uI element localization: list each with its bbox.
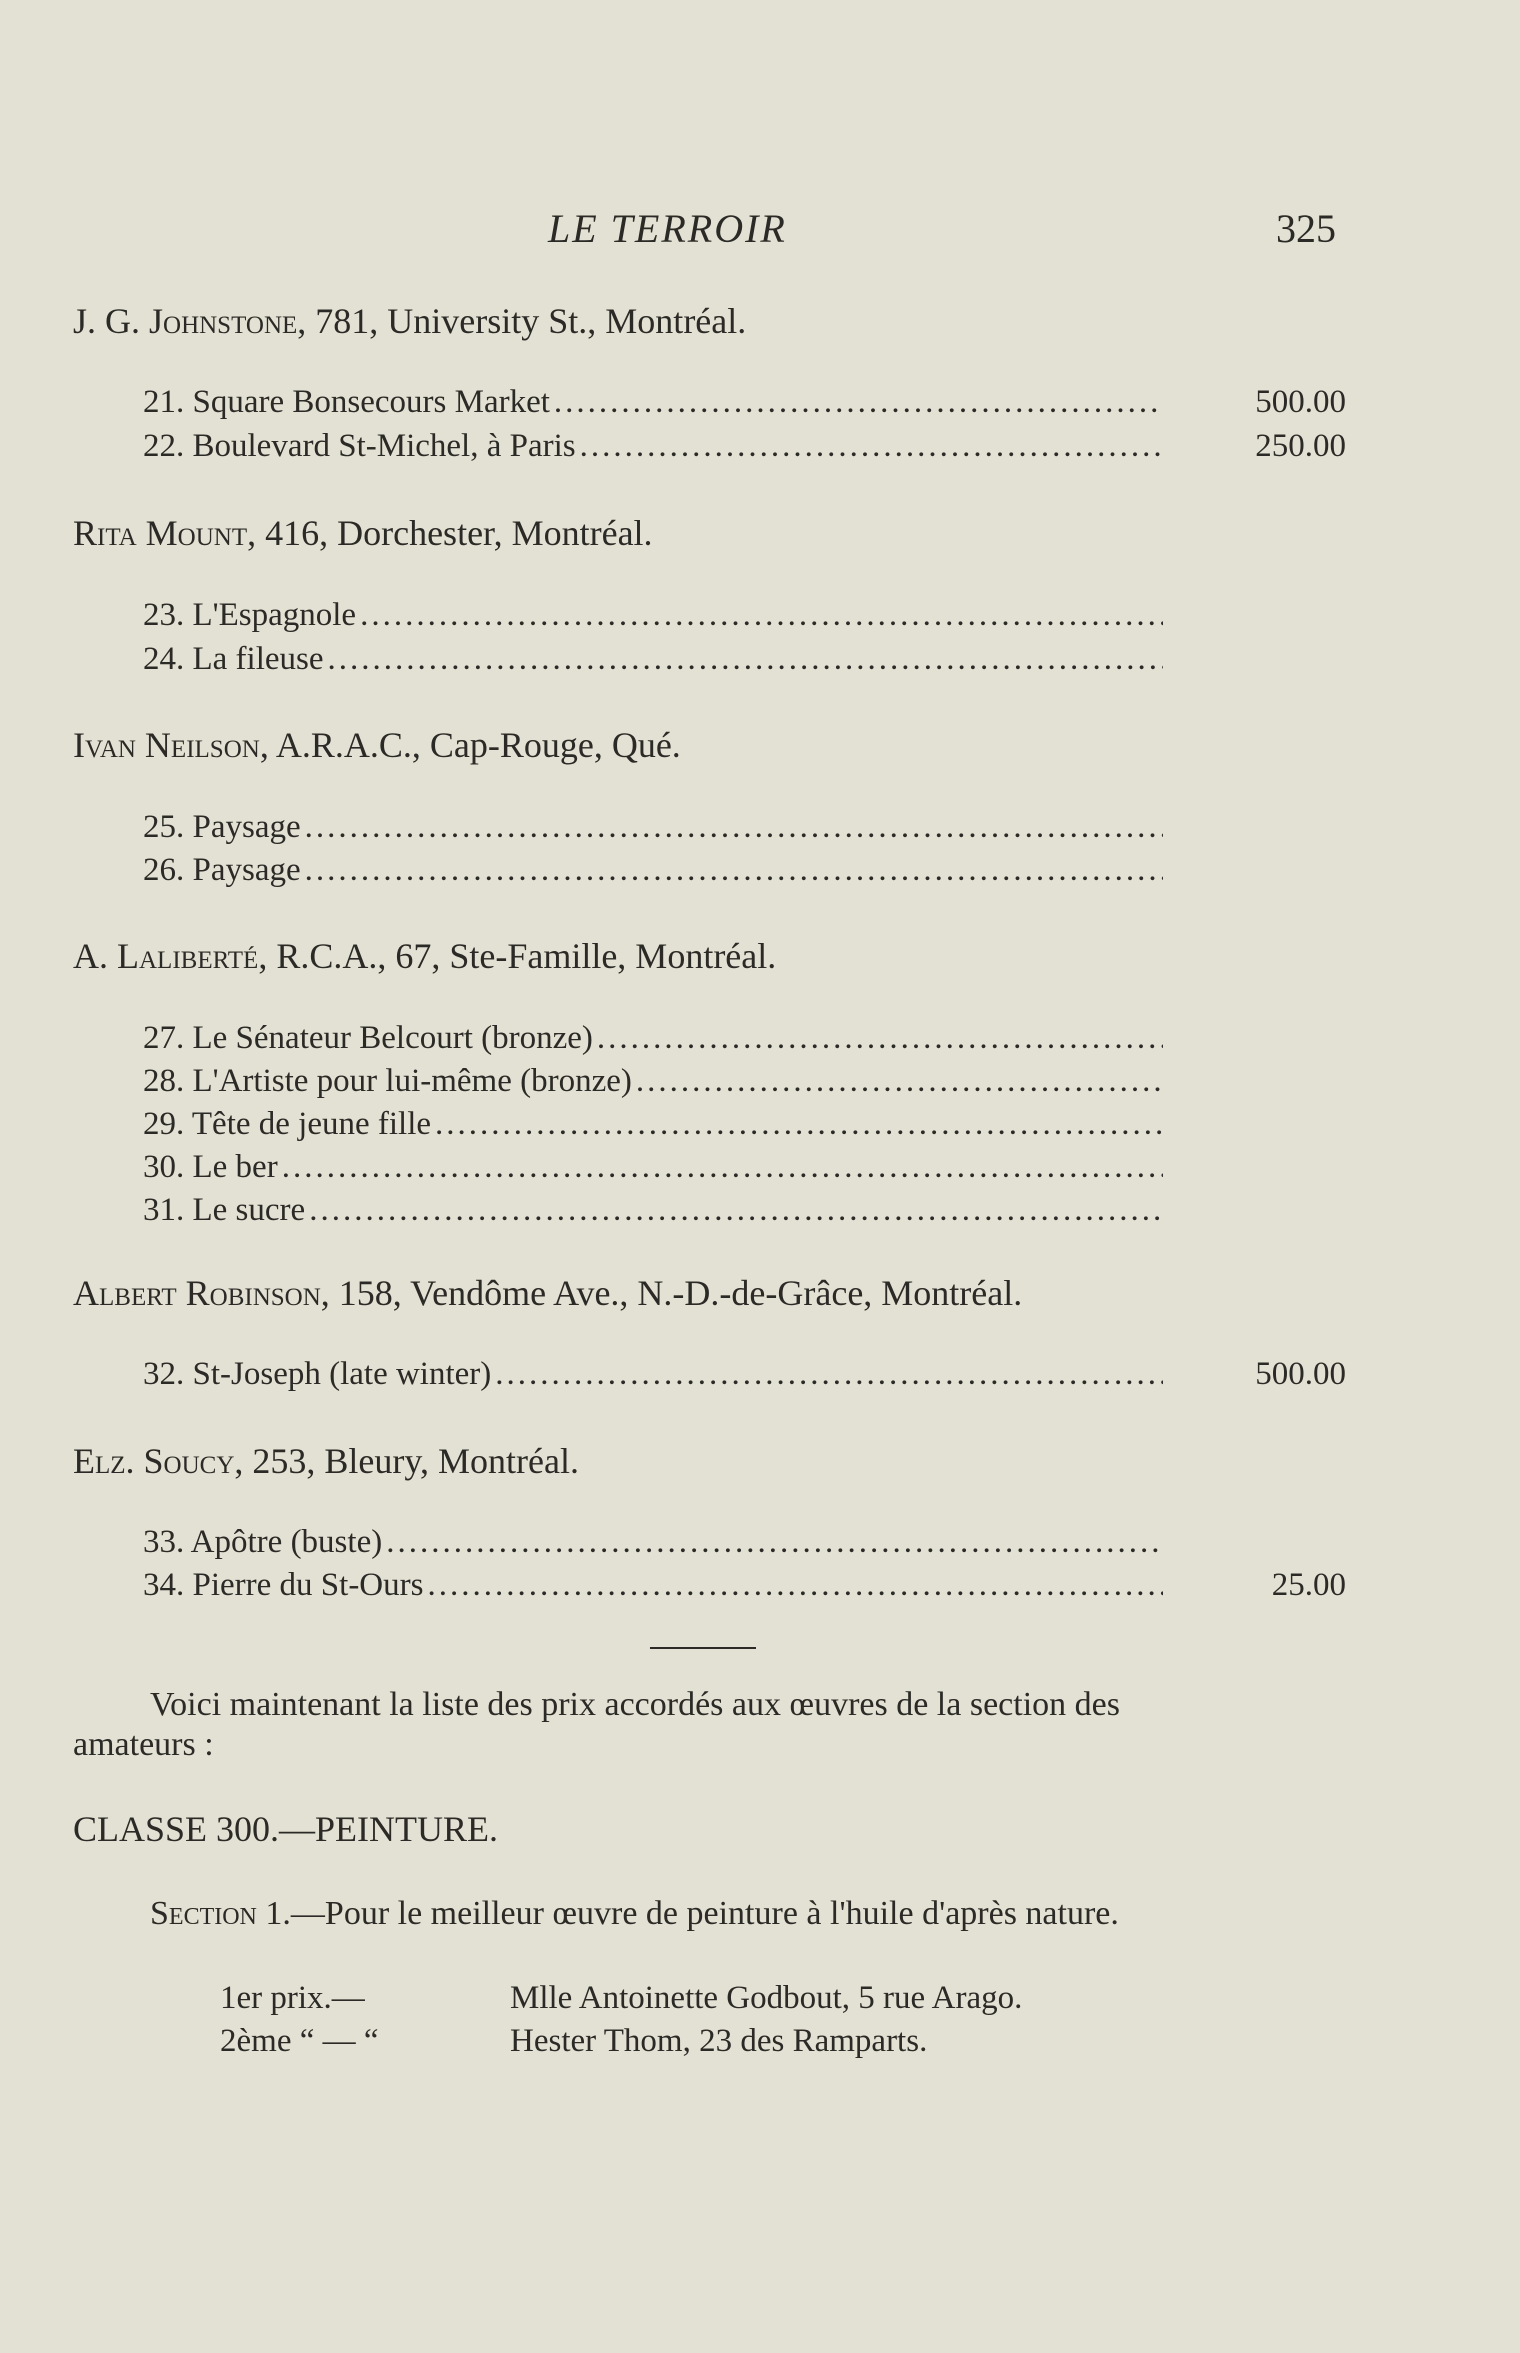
prize-line: [220, 1980, 1022, 2017]
artist-address: , R.C.A., 67, Ste-Famille, Montréal.: [258, 936, 777, 976]
intro-paragraph-continued: amateurs :: [73, 1726, 214, 1763]
catalogue-entry: [143, 1356, 1163, 1400]
leader-dots: [495, 1356, 1163, 1393]
leader-dots: [360, 597, 1163, 634]
artist-address: , 158, Vendôme Ave., N.-D.-de-Grâce, Montréal.: [320, 1273, 1023, 1313]
entry-label: 29. Tête de jeune fille: [143, 1106, 432, 1142]
leader-dots: [386, 1524, 1163, 1561]
section-divider: [650, 1647, 756, 1649]
artist-address: , A.R.A.C., Cap-Rouge, Qué.: [259, 725, 681, 765]
section-heading: [150, 1895, 1119, 1933]
entry-price: 500.00: [1255, 384, 1346, 420]
entry-label: 23. L'Espagnole: [143, 597, 357, 633]
entry-price: 250.00: [1255, 428, 1346, 464]
leader-dots: [305, 809, 1163, 846]
artist-name: Elz. Soucy: [73, 1441, 235, 1481]
running-head: [0, 205, 1520, 265]
artist-heading: [73, 935, 776, 977]
entry-price: 25.00: [1271, 1567, 1346, 1603]
entry-label: 27. Le Sénateur Belcourt (bronze): [143, 1020, 593, 1056]
class-heading: CLASSE 300.—PEINTURE.: [73, 1809, 499, 1849]
entry-label: 26. Paysage: [143, 852, 301, 888]
leader-dots: [435, 1106, 1163, 1143]
section-name: Section 1.: [150, 1895, 291, 1932]
artist-name: A. Laliberté: [73, 936, 259, 976]
entry-label: 33. Apôtre (buste): [143, 1524, 383, 1560]
page-number: 325: [1276, 206, 1336, 251]
entry-label: 30. Le ber: [143, 1149, 278, 1185]
catalogue-entry: [143, 1020, 1163, 1064]
entry-price: 500.00: [1255, 1356, 1346, 1392]
catalogue-entry: [143, 852, 1163, 896]
artist-heading: [73, 1440, 579, 1482]
artist-address: , 781, University St., Montréal.: [297, 301, 747, 341]
catalogue-entry: [143, 1567, 1163, 1611]
entry-label: 34. Pierre du St-Ours: [143, 1567, 424, 1603]
leader-dots: [597, 1020, 1163, 1057]
leader-dots: [427, 1567, 1163, 1604]
prize-winner: Mlle Antoinette Godbout, 5 rue Arago.: [510, 1980, 1023, 2016]
artist-heading: [73, 1272, 1022, 1314]
entry-label: 22. Boulevard St-Michel, à Paris: [143, 428, 576, 464]
prize-rank: 1er prix.—: [220, 1980, 365, 2016]
catalogue-entry: [143, 428, 1163, 472]
artist-address: , 416, Dorchester, Montréal.: [247, 513, 653, 553]
artist-name: Ivan Neilson: [73, 725, 260, 765]
prize-rank: 2ème “ — “: [220, 2023, 379, 2059]
catalogue-entry: [143, 1524, 1163, 1568]
entry-label: 28. L'Artiste pour lui-même (bronze): [143, 1063, 632, 1099]
leader-dots: [309, 1192, 1163, 1229]
section-text: —Pour le meilleur œuvre de peinture à l'huile d'après nature.: [290, 1895, 1119, 1932]
catalogue-entry: [143, 809, 1163, 853]
leader-dots: [328, 641, 1163, 678]
artist-name: Albert Robinson: [73, 1273, 321, 1313]
leader-dots: [636, 1063, 1163, 1100]
prize-winner: Hester Thom, 23 des Ramparts.: [510, 2023, 928, 2059]
catalogue-entry: [143, 1063, 1163, 1107]
entry-label: 25. Paysage: [143, 809, 301, 845]
artist-heading: [73, 724, 681, 766]
catalogue-entry: [143, 1192, 1163, 1236]
artist-name: J. G. Johnstone: [73, 301, 298, 341]
catalogue-entry: [143, 1149, 1163, 1193]
prize-line: [220, 2023, 927, 2060]
running-title: LE TERROIR: [548, 206, 787, 251]
leader-dots: [305, 852, 1163, 889]
artist-heading: [73, 512, 653, 554]
catalogue-entry: [143, 641, 1163, 685]
catalogue-entry: [143, 384, 1163, 428]
artist-name: Rita Mount: [73, 513, 248, 553]
entry-label: 21. Square Bonsecours Market: [143, 384, 550, 420]
entry-label: 24. La fileuse: [143, 641, 324, 677]
artist-heading: [73, 300, 746, 342]
leader-dots: [282, 1149, 1163, 1186]
leader-dots: [580, 428, 1163, 465]
entry-label: 31. Le sucre: [143, 1192, 306, 1228]
catalogue-entry: [143, 597, 1163, 641]
artist-address: , 253, Bleury, Montréal.: [234, 1441, 580, 1481]
entry-label: 32. St-Joseph (late winter): [143, 1356, 492, 1392]
leader-dots: [554, 384, 1163, 421]
catalogue-entry: [143, 1106, 1163, 1150]
intro-paragraph: Voici maintenant la liste des prix accordés aux œuvres de la section des: [150, 1686, 1120, 1723]
